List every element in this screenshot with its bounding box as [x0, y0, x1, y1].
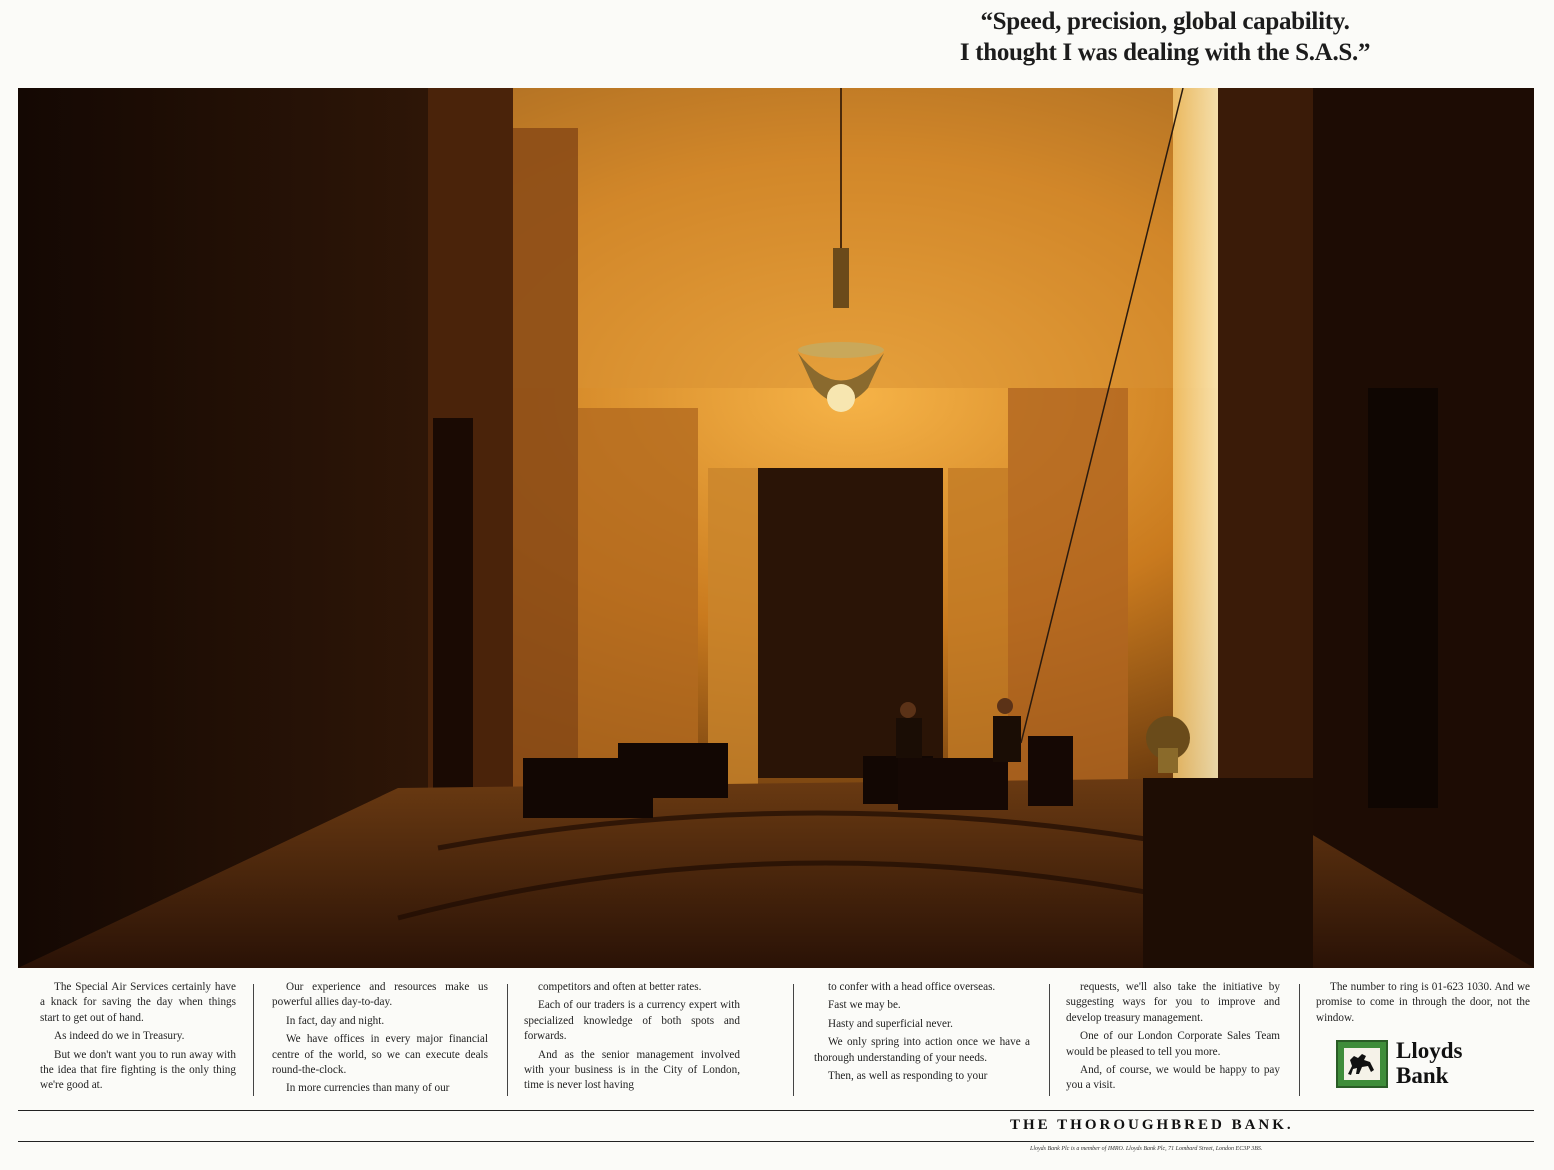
body-paragraph: to confer with a head office overseas.	[828, 981, 996, 993]
footer-legal-note: Lloyds Bank Plc is a member of IMRO. Lloyds Bank Plc, 71 Lombard Street, London EC3P 3BS.	[1030, 1146, 1263, 1152]
divider-rule	[18, 1110, 1534, 1111]
divider-rule	[18, 1141, 1534, 1142]
body-paragraph: Then, as well as responding to your	[828, 1070, 988, 1083]
body-paragraph: In more currencies than many of our	[286, 1082, 450, 1095]
column-divider	[507, 984, 508, 1096]
body-column-1	[40, 980, 236, 1097]
body-paragraph: We have offices in every major financial centre of the world, so we can execute deals round-the-clock.	[272, 1033, 488, 1077]
headline-quote	[930, 6, 1400, 68]
body-column-3	[524, 980, 740, 1097]
body-paragraph: Hasty and superficial never.	[828, 1017, 953, 1030]
headline-line-1: “Speed, precision, global capability.	[980, 8, 1350, 35]
body-paragraph: As indeed do we in Treasury.	[54, 1030, 185, 1043]
logo-word-lloyds: Lloyds	[1396, 1038, 1463, 1063]
body-paragraph: requests, we'll also take the initiative by suggesting ways for you to improve and develop treasury management.	[1066, 981, 1280, 1024]
body-paragraph: And, of course, we would be happy to pay you a visit.	[1066, 1064, 1280, 1092]
body-paragraph: We only spring into action once we have a thorough understanding of your needs.	[814, 1036, 1030, 1064]
body-paragraph: In fact, day and night.	[286, 1014, 385, 1027]
body-column-4	[814, 980, 1030, 1087]
body-column-6	[1316, 980, 1530, 1029]
tagline: THE THOROUGHBRED BANK.	[1010, 1117, 1294, 1133]
body-paragraph: Our experience and resources make us powerful allies day-to-day.	[272, 981, 488, 1009]
logo-word-bank: Bank	[1396, 1063, 1449, 1088]
lloyds-bank-logo	[1336, 1038, 1506, 1094]
banking-hall-photo	[18, 88, 1534, 968]
body-column-5	[1066, 980, 1280, 1097]
headline-line-2: I thought I was dealing with the S.A.S.”	[959, 39, 1371, 66]
body-copy	[18, 980, 1534, 1100]
body-paragraph: The Special Air Services certainly have a knack for saving the day when things start to get out of hand.	[40, 981, 236, 1024]
column-divider	[1049, 984, 1050, 1096]
column-divider	[253, 984, 254, 1096]
column-divider	[1299, 984, 1300, 1096]
body-column-2	[272, 980, 488, 1100]
black-horse-icon	[1344, 1048, 1380, 1080]
body-paragraph: competitors and often at better rates.	[538, 981, 702, 993]
body-paragraph: But we don't want you to run away with the idea that fire fighting is the only thing we're good at.	[40, 1048, 236, 1092]
body-paragraph: Each of our traders is a currency expert with specialized knowledge of both spots and forwards.	[524, 999, 740, 1043]
column-divider	[793, 984, 794, 1096]
body-paragraph: One of our London Corporate Sales Team would be pleased to tell you more.	[1066, 1030, 1280, 1058]
body-paragraph: The number to ring is 01-623 1030. And we promise to come in through the door, not the window.	[1316, 981, 1530, 1024]
body-paragraph: And as the senior management involved with your business is in the City of London, time is never lost having	[524, 1048, 740, 1092]
logo-wordmark	[1396, 1038, 1462, 1088]
body-paragraph: Fast we may be.	[828, 999, 901, 1012]
logo-emblem	[1336, 1040, 1388, 1088]
